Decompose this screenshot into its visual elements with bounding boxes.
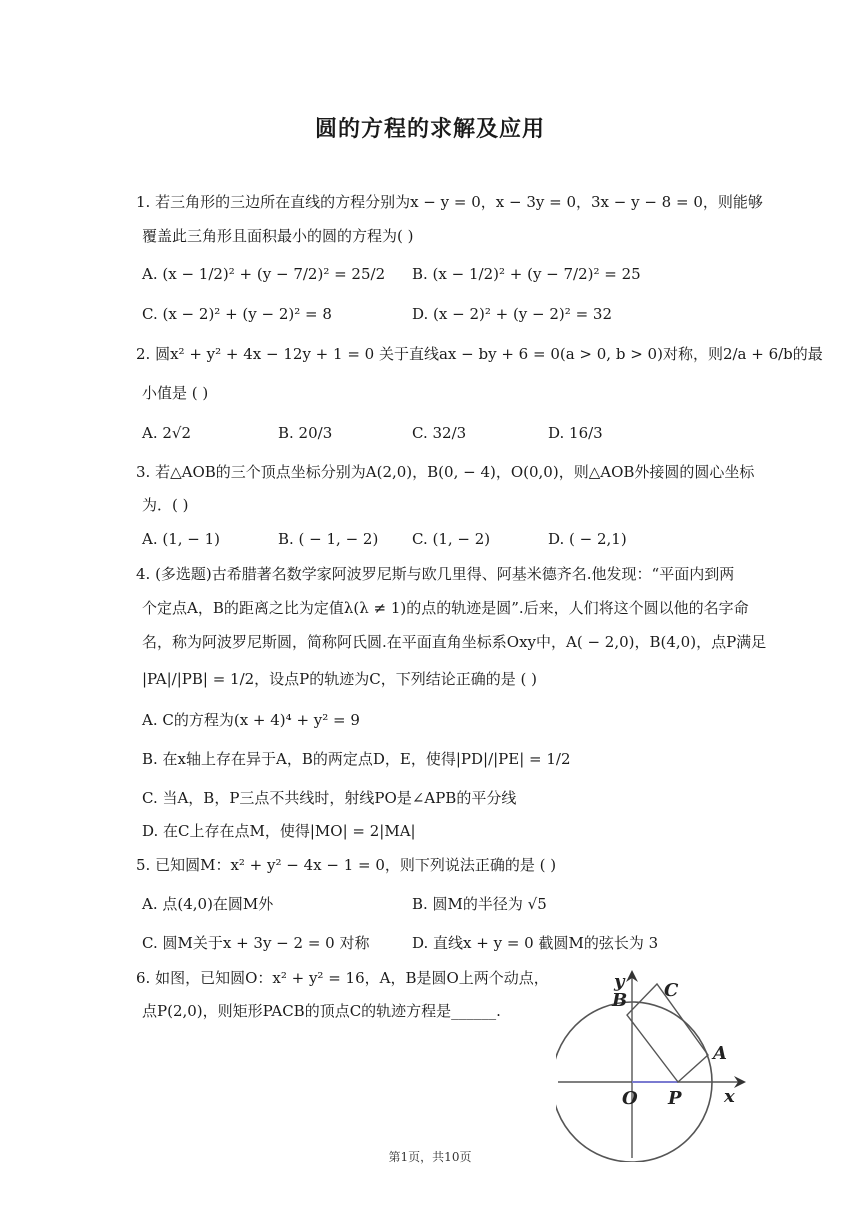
q5-option-b: B. 圆M的半径为 √5 <box>412 895 547 913</box>
q3-option-a: A. (1, − 1) <box>142 530 221 548</box>
q2-line-1: 2. 圆x² + y² + 4x − 12y + 1 = 0 关于直线ax − by + 6 = 0(a > 0, b > 0)对称，则2/a + 6/b的最 <box>136 345 823 363</box>
label-x: x <box>724 1086 735 1107</box>
q3-option-b: B. ( − 1, − 2) <box>278 530 379 548</box>
q4-option-d: D. 在C上存在点M，使得|MO| = 2|MA| <box>142 822 416 840</box>
label-a: A <box>713 1043 727 1064</box>
q3-option-d: D. ( − 2,1) <box>548 530 627 548</box>
page-title: 圆的方程的求解及应用 <box>314 117 545 142</box>
q5-option-c: C. 圆M关于x + 3y − 2 = 0 对称 <box>142 934 370 952</box>
q4-line-1: 4. (多选题)古希腊著名数学家阿波罗尼斯与欧几里得、阿基米德齐名.他发现：“平面内到两 <box>136 565 735 583</box>
q4-line-3: 名，称为阿波罗尼斯圆，简称阿氏圆.在平面直角坐标系Oxy中，A( − 2,0)，B(4,0)，点P满足 <box>142 633 767 651</box>
page-footer: 第1页，共10页 <box>388 1150 472 1164</box>
label-c: C <box>664 980 679 1001</box>
label-p: P <box>668 1088 682 1109</box>
q2-option-a: A. 2√2 <box>142 424 192 442</box>
q3-line-2: 为．( ) <box>142 496 189 514</box>
q1-option-c: C. (x − 2)² + (y − 2)² = 8 <box>142 305 332 323</box>
circle-rectangle-figure <box>556 962 756 1162</box>
label-y: y <box>614 971 625 992</box>
q5-option-d: D. 直线x + y = 0 截圆M的弦长为 3 <box>412 934 659 952</box>
label-o: O <box>622 1088 638 1109</box>
q3-line-1: 3. 若△AOB的三个顶点坐标分别为A(2,0)，B(0, − 4)，O(0,0)，则△AOB外接圆的圆心坐标 <box>136 463 755 481</box>
q4-option-a: A. C的方程为(x + 4)⁴ + y² = 9 <box>142 711 360 729</box>
q1-option-a: A. (x − 1/2)² + (y − 7/2)² = 25/2 <box>142 265 386 283</box>
q2-option-d: D. 16/3 <box>548 424 603 442</box>
q1-option-b: B. (x − 1/2)² + (y − 7/2)² = 25 <box>412 265 641 283</box>
q3-option-c: C. (1, − 2) <box>412 530 491 548</box>
q6-line-2: 点P(2,0)，则矩形PACB的顶点C的轨迹方程是______. <box>142 1002 501 1020</box>
q1-line-2: 覆盖此三角形且面积最小的圆的方程为( ) <box>142 227 414 245</box>
q2-option-b: B. 20/3 <box>278 424 333 442</box>
q5-option-a: A. 点(4,0)在圆M外 <box>142 895 274 913</box>
q1-option-d: D. (x − 2)² + (y − 2)² = 32 <box>412 305 612 323</box>
q4-line-2: 个定点A，B的距离之比为定值λ(λ ≠ 1)的点的轨迹是圆”.后来，人们将这个圆以他的名字命 <box>142 599 749 617</box>
q4-option-b: B. 在x轴上存在异于A，B的两定点D，E，使得|PD|/|PE| = 1/2 <box>142 750 571 768</box>
q2-line-2: 小值是 ( ) <box>142 384 209 402</box>
q4-option-c: C. 当A，B，P三点不共线时，射线PO是∠APB的平分线 <box>142 789 517 807</box>
q6-line-1: 6. 如图，已知圆O：x² + y² = 16，A，B是圆O上两个动点， <box>136 969 549 987</box>
q2-option-c: C. 32/3 <box>412 424 467 442</box>
q1-line-1: 1. 若三角形的三边所在直线的方程分别为x − y = 0，x − 3y = 0，3x − y − 8 = 0，则能够 <box>136 193 763 211</box>
q5-line-1: 5. 已知圆M：x² + y² − 4x − 1 = 0，则下列说法正确的是 ( ) <box>136 856 557 874</box>
label-b: B <box>612 990 628 1011</box>
q4-line-4: |PA|/|PB| = 1/2，设点P的轨迹为C，下列结论正确的是 ( ) <box>142 670 537 688</box>
